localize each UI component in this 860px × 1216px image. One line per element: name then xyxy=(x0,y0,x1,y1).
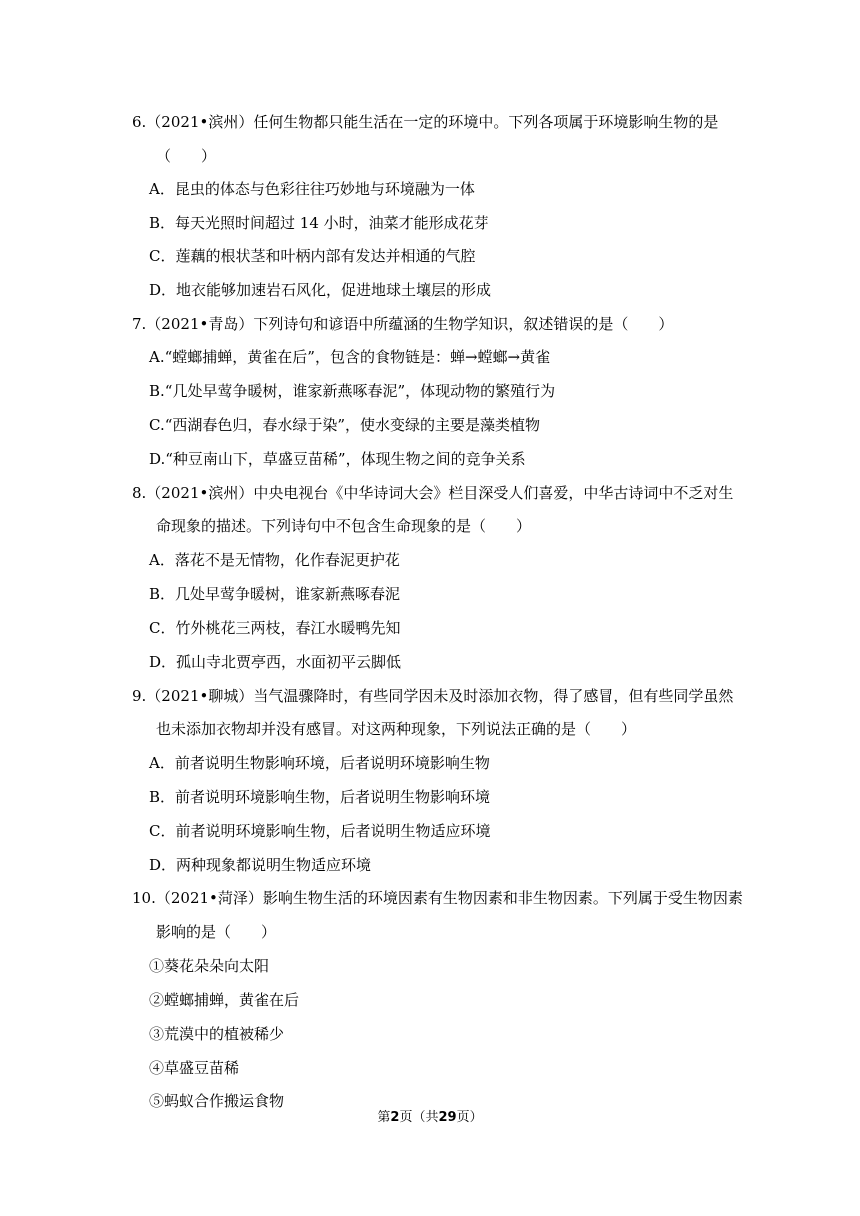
question-8-stem-cont: 命现象的描述。下列诗句中不包含生命现象的是（ ） xyxy=(156,517,532,535)
question-9-stem-cont: 也未添加衣物却并没有感冒。对这两种现象，下列说法正确的是（ ） xyxy=(156,720,637,738)
question-8-option-d: D．孤山寺北贾亭西，水面初平云脚低 xyxy=(149,653,402,671)
question-7-option-a: A.“螳螂捕蝉，黄雀在后”，包含的食物链是：蝉→螳螂→黄雀 xyxy=(149,348,551,366)
question-6-option-d: D．地衣能够加速岩石风化，促进地球土壤层的形成 xyxy=(149,281,492,299)
footer-middle: 页（共 xyxy=(399,1110,439,1125)
question-6-stem: 6.（2021•滨州）任何生物都只能生活在一定的环境中。下列各项属于环境影响生物的是 xyxy=(132,113,719,131)
question-9-option-b: B．前者说明环境影响生物，后者说明生物影响环境 xyxy=(149,788,491,806)
footer-suffix: 页） xyxy=(456,1110,483,1125)
question-9-option-a: A．前者说明生物影响环境，后者说明环境影响生物 xyxy=(149,754,490,772)
footer-page-number: 2 xyxy=(390,1110,400,1125)
question-6-stem-cont: （ ） xyxy=(156,147,217,165)
footer-total-pages: 29 xyxy=(438,1110,457,1125)
question-8-option-a: A．落花不是无情物，化作春泥更护花 xyxy=(149,551,400,569)
page-footer xyxy=(0,1108,860,1128)
question-9-option-c: C．前者说明环境影响生物，后者说明生物适应环境 xyxy=(149,822,491,840)
question-8-option-c: C．竹外桃花三两枝，春江水暖鸭先知 xyxy=(149,619,401,637)
question-6-option-a: A．昆虫的体态与色彩往往巧妙地与环境融为一体 xyxy=(149,180,475,198)
question-9-option-d: D．两种现象都说明生物适应环境 xyxy=(149,856,372,874)
question-7-option-b: B.“几处早莺争暖树，谁家新燕啄春泥”，体现动物的繁殖行为 xyxy=(149,382,556,400)
question-10-item-1: ①葵花朵朵向太阳 xyxy=(149,957,270,975)
question-9-stem: 9.（2021•聊城）当气温骤降时，有些同学因未及时添加衣物，得了感冒，但有些同学虽然 xyxy=(132,687,734,705)
question-7-option-c: C.“西湖春色归，春水绿于染”，使水变绿的主要是藻类植物 xyxy=(149,416,541,434)
question-10-stem: 10.（2021•菏泽）影响生物生活的环境因素有生物因素和非生物因素。下列属于受生物因素 xyxy=(132,889,743,907)
question-6-option-c: C．莲藕的根状茎和叶柄内部有发达并相通的气腔 xyxy=(149,247,476,265)
question-10-stem-cont: 影响的是（ ） xyxy=(156,923,277,941)
question-8-option-b: B．几处早莺争暖树，谁家新燕啄春泥 xyxy=(149,585,401,603)
question-10-item-3: ③荒漠中的植被稀少 xyxy=(149,1025,285,1043)
footer-prefix: 第 xyxy=(377,1110,391,1125)
question-7-option-d: D.“种豆南山下，草盛豆苗稀”，体现生物之间的竞争关系 xyxy=(149,450,526,468)
question-10-item-2: ②螳螂捕蝉，黄雀在后 xyxy=(149,991,300,1009)
question-7-stem: 7.（2021•青岛）下列诗句和谚语中所蕴涵的生物学知识，叙述错误的是（ ） xyxy=(132,315,674,333)
question-8-stem: 8.（2021•滨州）中央电视台《中华诗词大会》栏目深受人们喜爱，中华古诗词中不乏对生 xyxy=(132,484,734,502)
question-10-item-4: ④草盛豆苗稀 xyxy=(149,1059,240,1077)
question-10-item-5: ⑤蚂蚁合作搬运食物 xyxy=(149,1092,285,1110)
question-6-option-b: B．每天光照时间超过 14 小时，油菜才能形成花芽 xyxy=(149,214,489,232)
